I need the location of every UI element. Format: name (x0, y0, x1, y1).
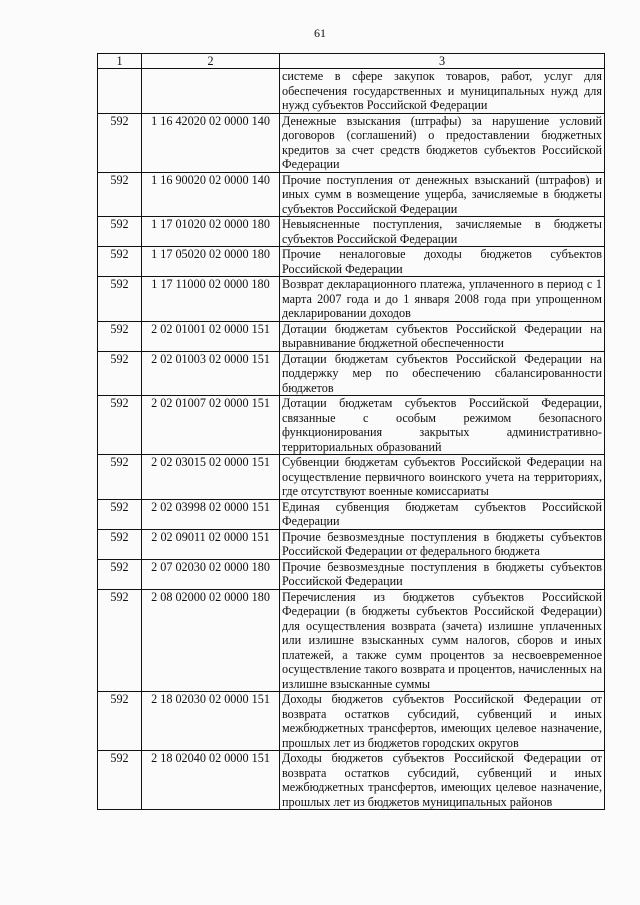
budget-classification-code-cell: 2 18 02030 02 0000 151 (142, 692, 280, 751)
table-row (98, 277, 605, 322)
budget-classification-code-cell: 2 02 01001 02 0000 151 (142, 321, 280, 351)
admin-code-cell: 592 (98, 321, 142, 351)
admin-code-cell: 592 (98, 499, 142, 529)
admin-code-cell: 592 (98, 455, 142, 500)
page-number: 61 (314, 26, 326, 40)
revenue-description-cell: Дотации бюджетам субъектов Российской Федерации на поддержку мер по обеспечению сбалансированности бюджетов (280, 351, 605, 396)
budget-classification-code-cell: 2 07 02030 02 0000 180 (142, 559, 280, 589)
budget-classification-code-cell: 2 18 02040 02 0000 151 (142, 751, 280, 810)
admin-code-cell: 592 (98, 396, 142, 455)
revenue-description-cell: Единая субвенция бюджетам субъектов Российской Федерации (280, 499, 605, 529)
table-row (98, 589, 605, 692)
admin-code-cell: 592 (98, 247, 142, 277)
budget-classification-code-cell: 1 16 42020 02 0000 140 (142, 113, 280, 172)
budget-classification-code-cell: 2 02 01007 02 0000 151 (142, 396, 280, 455)
revenue-description-cell: Прочие безвозмездные поступления в бюджеты субъектов Российской Федерации от федерального бюджета (280, 529, 605, 559)
revenue-classification-table (97, 53, 605, 810)
admin-code-cell: 592 (98, 589, 142, 692)
admin-code-cell: 592 (98, 751, 142, 810)
table-row (98, 113, 605, 172)
revenue-description-cell: Прочие неналоговые доходы бюджетов субъектов Российской Федерации (280, 247, 605, 277)
table-row (98, 692, 605, 751)
budget-classification-code-cell: 2 08 02000 02 0000 180 (142, 589, 280, 692)
admin-code-cell: 592 (98, 559, 142, 589)
admin-code-cell: 592 (98, 217, 142, 247)
table-row (98, 751, 605, 810)
revenue-description-cell: Дотации бюджетам субъектов Российской Федерации, связанные с особым режимом безопасного функционирования закрытых административно-территориальных образований (280, 396, 605, 455)
revenue-description-cell: Субвенции бюджетам субъектов Российской Федерации на осуществление первичного воинского учета на территориях, где отсутствуют военные комиссариаты (280, 455, 605, 500)
table-row (98, 247, 605, 277)
budget-classification-code-cell: 2 02 09011 02 0000 151 (142, 529, 280, 559)
column-header-3: 3 (280, 54, 605, 69)
revenue-description-cell: Перечисления из бюджетов субъектов Российской Федерации (в бюджеты субъектов Российской Федерации) для осуществления возврата (зачета) излишне уплаченных или излишне взысканных сумм налогов, сборов и иных платежей, а также сумм процентов за несвоевременное осуществление такого возврата и процентов, начисленных на излишне взысканные суммы (280, 589, 605, 692)
budget-classification-code-cell: 1 17 05020 02 0000 180 (142, 247, 280, 277)
table-body (98, 69, 605, 810)
admin-code-cell: 592 (98, 692, 142, 751)
admin-code-cell: 592 (98, 277, 142, 322)
table-row (98, 559, 605, 589)
budget-classification-code-cell: 1 17 11000 02 0000 180 (142, 277, 280, 322)
revenue-description-cell: Прочие безвозмездные поступления в бюджеты субъектов Российской Федерации (280, 559, 605, 589)
budget-classification-code-cell: 1 16 90020 02 0000 140 (142, 172, 280, 217)
table-row (98, 321, 605, 351)
revenue-description-cell: Доходы бюджетов субъектов Российской Федерации от возврата остатков субсидий, субвенций и иных межбюджетных трансфертов, имеющих целевое назначение, прошлых лет из бюджетов городских округов (280, 692, 605, 751)
budget-classification-code-cell: 2 02 03998 02 0000 151 (142, 499, 280, 529)
revenue-description-cell: Доходы бюджетов субъектов Российской Федерации от возврата остатков субсидий, субвенций и иных межбюджетных трансфертов, имеющих целевое назначение, прошлых лет из бюджетов муниципальных районов (280, 751, 605, 810)
table-row (98, 351, 605, 396)
admin-code-cell: 592 (98, 113, 142, 172)
table-row (98, 217, 605, 247)
column-header-1: 1 (98, 54, 142, 69)
column-header-2: 2 (142, 54, 280, 69)
budget-classification-code-cell: 2 02 01003 02 0000 151 (142, 351, 280, 396)
revenue-description-cell: Невыясненные поступления, зачисляемые в бюджеты субъектов Российской Федерации (280, 217, 605, 247)
table-row (98, 69, 605, 114)
admin-code-cell (98, 69, 142, 114)
table-header-row (98, 54, 605, 69)
table-row (98, 396, 605, 455)
budget-classification-code-cell (142, 69, 280, 114)
admin-code-cell: 592 (98, 172, 142, 217)
revenue-description-cell: Прочие поступления от денежных взысканий (штрафов) и иных сумм в возмещение ущерба, зачисляемые в бюджеты субъектов Российской Федерации (280, 172, 605, 217)
budget-classification-code-cell: 1 17 01020 02 0000 180 (142, 217, 280, 247)
revenue-description-cell: Денежные взыскания (штрафы) за нарушение условий договоров (соглашений) о предоставлении бюджетных кредитов за счет средств бюджетов субъектов Российской Федерации (280, 113, 605, 172)
budget-classification-code-cell: 2 02 03015 02 0000 151 (142, 455, 280, 500)
admin-code-cell: 592 (98, 351, 142, 396)
table-row (98, 172, 605, 217)
table-row (98, 455, 605, 500)
revenue-description-cell: Дотации бюджетам субъектов Российской Федерации на выравнивание бюджетной обеспеченности (280, 321, 605, 351)
table-row (98, 529, 605, 559)
revenue-description-cell: Возврат декларационного платежа, уплаченного в период с 1 марта 2007 года и до 1 января 2008 года при упрощенном декларировании доходов (280, 277, 605, 322)
revenue-description-cell: системе в сфере закупок товаров, работ, услуг для обеспечения государственных и муниципальных нужд для нужд субъектов Российской Федерации (280, 69, 605, 114)
table-row (98, 499, 605, 529)
admin-code-cell: 592 (98, 529, 142, 559)
